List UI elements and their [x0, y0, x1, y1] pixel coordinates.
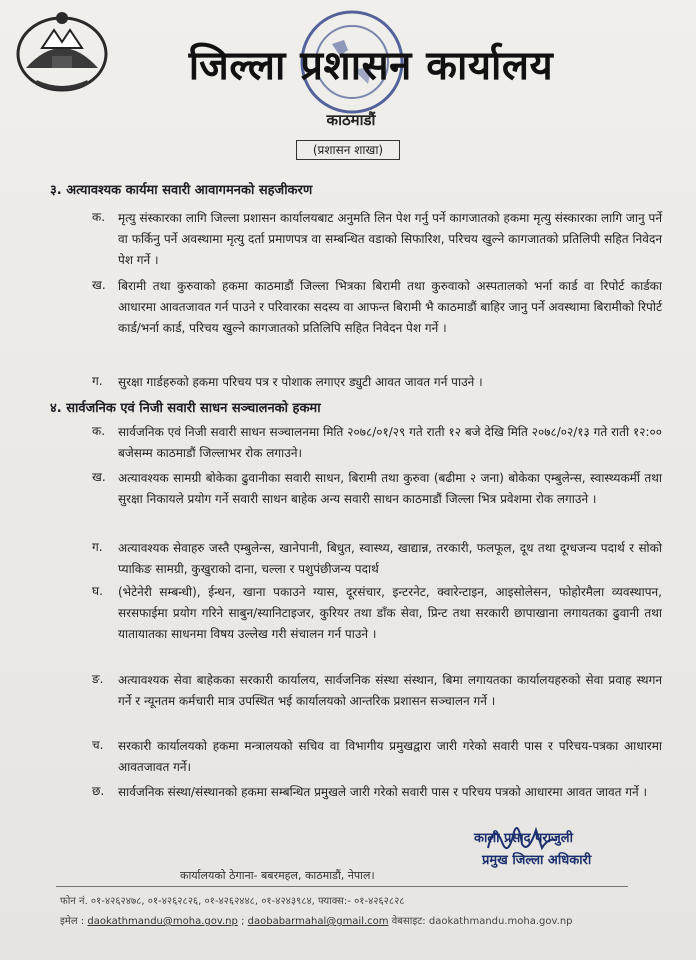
section-heading: ३. अत्यावश्यक कार्यमा सवारी आवागमनको सहजीकरण: [50, 183, 313, 198]
list-item: [92, 422, 662, 464]
item-text: सुरक्षा गार्डहरुको हकमा परिचय पत्र र पोशाक लगाएर ड्युटी आवत जावत गर्न पाउने ।: [118, 375, 483, 389]
list-item: [92, 208, 662, 271]
item-label: क.: [92, 210, 106, 224]
item-label: ङ.: [92, 672, 104, 686]
office-title: जिल्ला प्रशासन कार्यालय: [188, 43, 554, 89]
footer-divider: [56, 886, 628, 887]
nepal-emblem-icon: [12, 8, 112, 94]
section-heading: ४. सार्वजनिक एवं निजी सवारी साधन सञ्चालनको हकमा: [50, 401, 321, 416]
item-text: अत्यावश्यक सेवा बाहेकका सरकारी कार्यालय, सार्वजनिक संस्था संस्थान, बिमा लगायतका कार्यालयहरुको सेवा प्रवाह स्थगन गर्ने र न्यूनतम कर्मचारी मात्र उपस्थित भई कार्यालयको आन्तरिक प्रशासन सञ्चालन गर्ने ।: [118, 673, 662, 708]
item-text: सरकारी कार्यालयको हकमा मन्त्रालयको सचिव वा विभागीय प्रमुखद्वारा जारी गरेको सवारी पास र परिचय-पत्रका आधारमा आवतजावत गर्ने।: [118, 739, 662, 774]
website-label: वेबसाइट:: [391, 916, 426, 927]
item-label: च.: [92, 738, 104, 752]
item-label: ख.: [92, 278, 106, 292]
footer-contact: [60, 913, 573, 927]
signer-title: प्रमुख जिल्ला अधिकारी: [482, 853, 592, 868]
item-text: सार्वजनिक एवं निजी सवारी साधन सञ्चालनमा मिति २०७८/०१/२९ गते राती १२ बजे देखि मिति २०७८/०२/१३ गते राती १२:०० बजेसम्म काठमाडौं जिल्लाभर रोक लगाउने।: [118, 425, 662, 460]
list-item: [92, 276, 662, 339]
list-item: [92, 782, 662, 803]
website-link[interactable]: daokathmandu.moha.gov.np: [428, 916, 573, 927]
item-label: ग.: [92, 374, 103, 388]
list-item: [92, 582, 662, 645]
office-city: काठमाडौं: [326, 111, 376, 129]
email-label: इमेल :: [60, 916, 85, 927]
footer-phone: फोन नं. ०१-४२६२४७८, ०१-४२६२८२६, ०१-४२६२४४८, ०१-४२४३९८४, फ्याक्स:- ०१-४२६२८२८: [60, 896, 405, 907]
item-label: छ.: [92, 784, 105, 798]
item-text: (भेटेनेरी सम्बन्धी), ईन्धन, खाना पकाउने ग्यास, दूरसंचार, इन्टरनेट, क्वारेन्टाइन, आइसोलेसन, फोहोरमैला व्यवस्थापन, सरसफाईमा प्रयोग गरिने साबुन/स्यानिटाइजर, कुरियर तथा डाँक सेवा, प्रिन्ट तथा सरकारी छापाखाना लगायतका ढुवानी तथा यातायातका साधनमा विषय उल्लेख गरी संचालन गर्न पाउने ।: [118, 585, 662, 641]
footer-address: कार्यालयको ठेगाना- बबरमहल, काठमाडौं, नेपाल।: [180, 869, 375, 882]
list-item: [92, 538, 662, 580]
list-item: [92, 468, 662, 510]
item-label: ग.: [92, 540, 103, 554]
item-text: अत्यावश्यक सेवाहरु जस्तै एम्बुलेन्स, खानेपानी, बिधुत, स्वास्थ्य, खाद्यान्न, तरकारी, फलफूल, दूध तथा दूग्धजन्य पदार्थ र सोको प्याकिङ सामग्री, कुखुराको दाना, चल्ला र पशुपंछीजन्य पदार्थ: [118, 541, 662, 576]
item-text: सार्वजनिक संस्था/संस्थानको हकमा सम्बन्धित प्रमुखले जारी गरेको सवारी पास र परिचय पत्रको आधारमा आवत जावत गर्ने ।: [118, 785, 648, 799]
item-text: अत्यावश्यक सामग्री बोकेका ढुवानीका सवारी साधन, बिरामी तथा कुरुवा (बढीमा २ जना) बोकेका एम्बुलेन्स, स्वास्थ्यकर्मी तथा सुरक्षा निकायले प्रयोग गर्ने सवारी साधन बाहेक अन्य सवारी साधन काठमाडौं जिल्ला भित्र प्रवेशमा रोक लगाउने ।: [118, 471, 662, 506]
item-label: घ.: [92, 584, 103, 598]
branch-label: (प्रशासन शाखा): [296, 140, 400, 160]
email-link-1[interactable]: daokathmandu@moha.gov.np: [87, 916, 238, 927]
list-item: [92, 736, 662, 778]
separator: ;: [241, 916, 248, 927]
item-label: ख.: [92, 470, 106, 484]
list-item: [92, 372, 662, 393]
item-text: मृत्यु संस्कारका लागि जिल्ला प्रशासन कार्यालयबाट अनुमति लिन पेश गर्नु पर्ने कागजातको हकमा मृत्यु संस्कारका लागि जानु पर्ने वा फर्किनु पर्ने अवस्थामा मृत्यु दर्ता प्रमाणपत्र वा सम्बन्धित वडाको सिफारिश, परिचय खुल्ने कागजातको प्रतिलिपी सहित निवेदन पेश गर्ने ।: [118, 211, 662, 267]
item-label: क.: [92, 424, 106, 438]
item-text: बिरामी तथा कुरुवाको हकमा काठमाडौं जिल्ला भित्रका बिरामी तथा कुरुवाको अस्पतालको भर्ना कार्ड वा रिपोर्ट कार्डका आधारमा आवतजावत गर्न पाउने र परिवारका सदस्य वा आफन्त बिरामी भै काठमाडौं बाहिर जानु पर्ने अवस्थामा बिरामीको रिपोर्ट कार्ड/भर्ना कार्ड, परिचय खुल्ने कागजातको प्रतिलिपि सहित निवेदन पेश गर्ने ।: [118, 279, 662, 335]
list-item: [92, 670, 662, 712]
signer-name: काली प्रसाद पराजुली: [474, 831, 573, 846]
email-link-2[interactable]: daobabarmahal@gmail.com: [247, 916, 389, 927]
